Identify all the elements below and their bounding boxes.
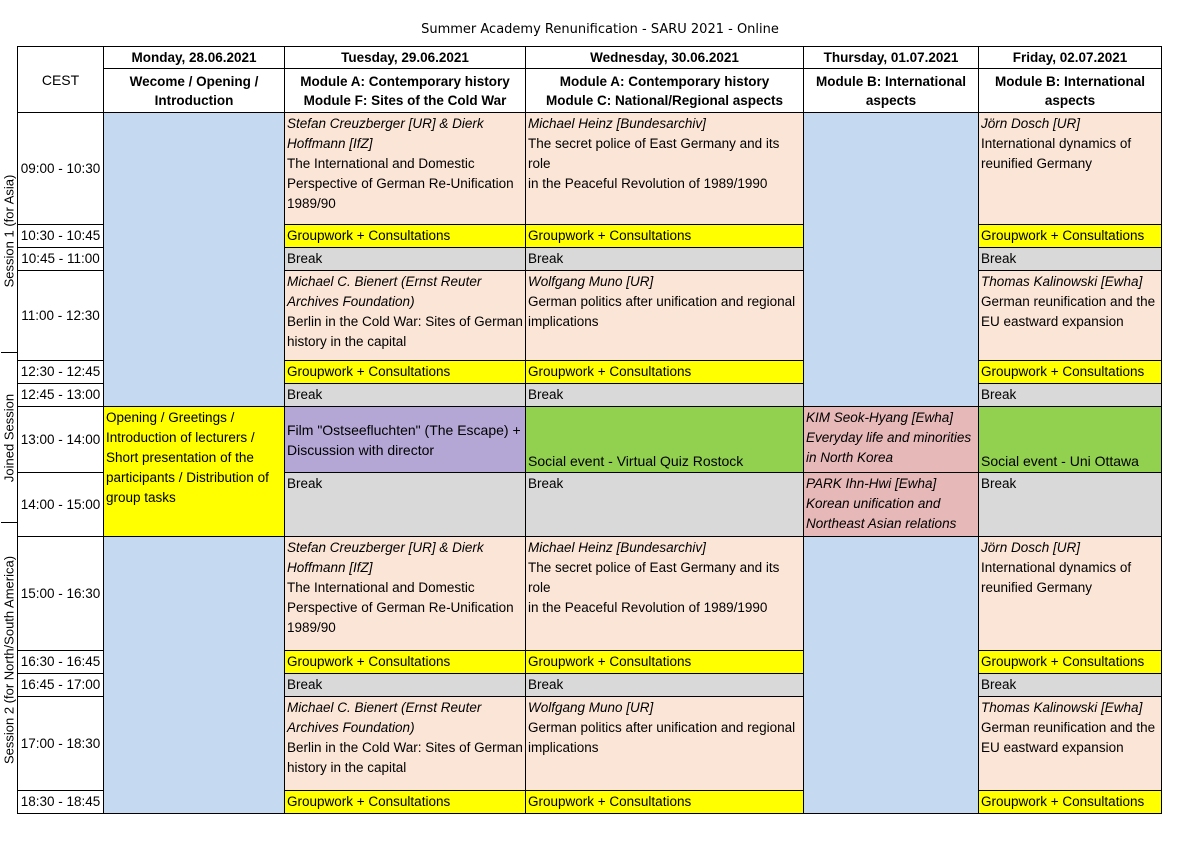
break-cell: Break (526, 674, 804, 697)
time-slot: 11:00 - 12:30 (18, 271, 104, 361)
day-header: Monday, 28.06.2021 (104, 47, 285, 69)
film-event: Film "Ostseefluchten" (The Escape) + Discussion with director (285, 407, 526, 473)
break-cell: Break (979, 674, 1162, 697)
lecture-bienert: Michael C. Bienert (Ernst Reuter Archives Foundation) Berlin in the Cold War: Sites of German history in the capital (285, 271, 526, 361)
groupwork-cell: Groupwork + Consultations (979, 361, 1162, 384)
day-header: Thursday, 01.07.2021 (804, 47, 979, 69)
schedule-table (17, 46, 1162, 814)
day-header: Friday, 02.07.2021 (979, 47, 1162, 69)
module-header: Module B: International aspects (804, 69, 979, 113)
day-header: Wednesday, 30.06.2021 (526, 47, 804, 69)
social-event-ottawa: Social event - Uni Ottawa (979, 407, 1162, 473)
module-header: Module B: International aspects (979, 69, 1162, 113)
lecture-dosch: Jörn Dosch [UR] International dynamics of reunified Germany (979, 537, 1162, 651)
break-cell: Break (526, 248, 804, 271)
lecture-bienert: Michael C. Bienert (Ernst Reuter Archives Foundation) Berlin in the Cold War: Sites of German history in the capital (285, 697, 526, 791)
social-event-quiz: Social event - Virtual Quiz Rostock (526, 407, 804, 473)
break-cell: Break (285, 674, 526, 697)
lecture-dosch: Jörn Dosch [UR] International dynamics of reunified Germany (979, 113, 1162, 225)
time-slot: 16:30 - 16:45 (18, 651, 104, 674)
time-slot: 14:00 - 15:00 (18, 473, 104, 537)
groupwork-cell: Groupwork + Consultations (526, 225, 804, 248)
groupwork-cell: Groupwork + Consultations (285, 651, 526, 674)
opening-session: Opening / Greetings / Introduction of lecturers / Short presentation of the participants / Distribution of group tasks (104, 407, 285, 537)
time-slot: 10:45 - 11:00 (18, 248, 104, 271)
lecture-heinz: Michael Heinz [Bundesarchiv] The secret police of East Germany and its role in the Peaceful Revolution of 1989/1990 (526, 113, 804, 225)
lecture-creuzberger: Stefan Creuzberger [UR] & Dierk Hoffmann [IfZ] The International and Domestic Perspective of German Re-Unification 1989/90 (285, 537, 526, 651)
time-slot: 09:00 - 10:30 (18, 113, 104, 225)
cest-header: CEST (18, 47, 104, 113)
break-cell: Break (526, 473, 804, 537)
time-slot: 12:45 - 13:00 (18, 384, 104, 407)
break-cell: Break (979, 473, 1162, 537)
groupwork-cell: Groupwork + Consultations (979, 225, 1162, 248)
session2-label: Session 2 (for North/South America) (1, 522, 18, 796)
module-header: Module A: Contemporary history Module C: National/Regional aspects (526, 69, 804, 113)
time-slot: 12:30 - 12:45 (18, 361, 104, 384)
groupwork-cell: Groupwork + Consultations (285, 225, 526, 248)
break-cell: Break (979, 384, 1162, 407)
groupwork-cell: Groupwork + Consultations (526, 361, 804, 384)
lecture-kalinowski: Thomas Kalinowski [Ewha] German reunification and the EU eastward expansion (979, 271, 1162, 361)
break-cell: Break (979, 248, 1162, 271)
groupwork-cell: Groupwork + Consultations (526, 791, 804, 814)
empty-slot (804, 537, 979, 814)
empty-slot (104, 113, 285, 407)
lecture-heinz: Michael Heinz [Bundesarchiv] The secret police of East Germany and its role in the Peaceful Revolution of 1989/1990 (526, 537, 804, 651)
module-header: Wecome / Opening / Introduction (104, 69, 285, 113)
page-title: Summer Academy Renunification - SARU 2021 - Online (421, 22, 779, 37)
time-slot: 18:30 - 18:45 (18, 791, 104, 814)
time-slot: 13:00 - 14:00 (18, 407, 104, 473)
groupwork-cell: Groupwork + Consultations (979, 791, 1162, 814)
empty-slot (104, 537, 285, 814)
break-cell: Break (285, 248, 526, 271)
session1-label: Session 1 (for Asia) (1, 110, 18, 352)
groupwork-cell: Groupwork + Consultations (526, 651, 804, 674)
module-header: Module A: Contemporary history Module F: Sites of the Cold War (285, 69, 526, 113)
time-slot: 10:30 - 10:45 (18, 225, 104, 248)
break-cell: Break (285, 473, 526, 537)
groupwork-cell: Groupwork + Consultations (979, 651, 1162, 674)
lecture-kim: KIM Seok-Hyang [Ewha] Everyday life and minorities in North Korea (804, 407, 979, 473)
time-slot: 15:00 - 16:30 (18, 537, 104, 651)
time-slot: 16:45 - 17:00 (18, 674, 104, 697)
lecture-muno: Wolfgang Muno [UR] German politics after unification and regional implications (526, 697, 804, 791)
empty-slot (804, 113, 979, 407)
break-cell: Break (285, 384, 526, 407)
lecture-creuzberger: Stefan Creuzberger [UR] & Dierk Hoffmann [IfZ] The International and Domestic Perspective of German Re-Unification 1989/90 (285, 113, 526, 225)
day-header: Tuesday, 29.06.2021 (285, 47, 526, 69)
joined-session-label: Joined Session (1, 352, 18, 523)
groupwork-cell: Groupwork + Consultations (285, 361, 526, 384)
lecture-park: PARK Ihn-Hwi [Ewha] Korean unification and Northeast Asian relations (804, 473, 979, 537)
groupwork-cell: Groupwork + Consultations (285, 791, 526, 814)
lecture-kalinowski: Thomas Kalinowski [Ewha] German reunification and the EU eastward expansion (979, 697, 1162, 791)
break-cell: Break (526, 384, 804, 407)
time-slot: 17:00 - 18:30 (18, 697, 104, 791)
lecture-muno: Wolfgang Muno [UR] German politics after unification and regional implications (526, 271, 804, 361)
